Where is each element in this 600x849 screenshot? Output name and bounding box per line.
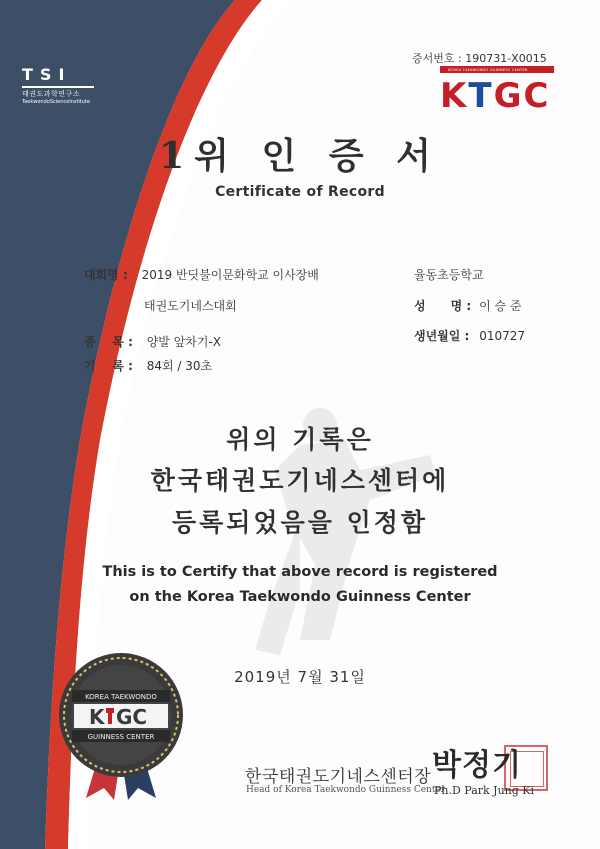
event-field — [84, 266, 319, 283]
seal-top-text: KOREA TAEKWONDO — [85, 693, 157, 701]
birth-label: 생년월일 : — [414, 329, 470, 343]
tsi-name-ko: 태권도과학연구소 — [22, 90, 81, 98]
record-value: 84회 / 30초 — [146, 359, 213, 373]
record-field — [84, 357, 212, 374]
event-value-line1: 2019 반딧불이문화학교 이사장배 — [141, 268, 319, 282]
statement-ko-line3: 등록되었음을 인정함 — [171, 508, 429, 537]
school-field — [414, 266, 484, 283]
statement-ko-line2: 한국태권도기네스센터에 — [150, 466, 450, 495]
ktgc-logo-letters: KTGC — [440, 76, 551, 116]
category-field — [84, 333, 221, 350]
birth-value: 010727 — [479, 329, 525, 343]
issue-date: 2019년 7월 31일 — [234, 668, 366, 686]
ktgc-logo-top — [440, 64, 560, 114]
tsi-logo-text: TSI — [22, 65, 72, 84]
name-field — [414, 297, 521, 314]
name-label: 성 명 : — [414, 299, 472, 313]
school-value: 율동초등학교 — [414, 268, 484, 282]
signatory-name-ko: 박정기 — [432, 748, 522, 783]
tsi-logo-rule — [22, 86, 94, 88]
seal-logo-t-stem — [108, 708, 112, 724]
seal-bottom-text: GUINNESS CENTER — [87, 733, 155, 741]
record-label: 기 록 : — [84, 359, 133, 373]
event-field-line2 — [144, 297, 237, 314]
seal-logo-k: K — [89, 705, 105, 729]
event-label: 대회명 : — [84, 268, 128, 282]
statement-ko-line1: 위의 기록은 — [226, 425, 374, 454]
event-value-line2: 태권도기네스대회 — [144, 299, 237, 313]
signatory-title-ko: 한국태권도기네스센터장 — [245, 767, 432, 787]
certificate-number: 증서번호 : 190731-X0015 — [412, 52, 547, 65]
statement-en-line1: This is to Certify that above record is registered — [102, 564, 498, 580]
category-label: 종 목 : — [84, 335, 133, 349]
tsi-name-en: TaekwondoScienceInstitute — [22, 99, 90, 105]
ktgc-seal — [56, 650, 186, 800]
signatory-title-en: Head of Korea Taekwondo Guinness Center — [246, 785, 446, 795]
signatory-name-en: Ph.D Park Jung Ki — [434, 784, 535, 797]
certificate-title-ko: 1위 인 증 서 — [159, 135, 441, 177]
category-value: 양발 앞차기-X — [146, 335, 222, 349]
tsi-logo — [22, 66, 122, 106]
ktgc-red-strip — [440, 66, 554, 73]
name-value: 이 승 준 — [479, 299, 522, 313]
birth-field — [414, 327, 525, 344]
certificate-title-en: Certificate of Record — [215, 184, 385, 200]
seal-logo-gc: GC — [116, 705, 148, 729]
ktgc-strip-text: KOREA TAEKWONDO GUINNESS CENTER — [448, 68, 528, 72]
statement-en-line2: on the Korea Taekwondo Guinness Center — [129, 589, 471, 605]
